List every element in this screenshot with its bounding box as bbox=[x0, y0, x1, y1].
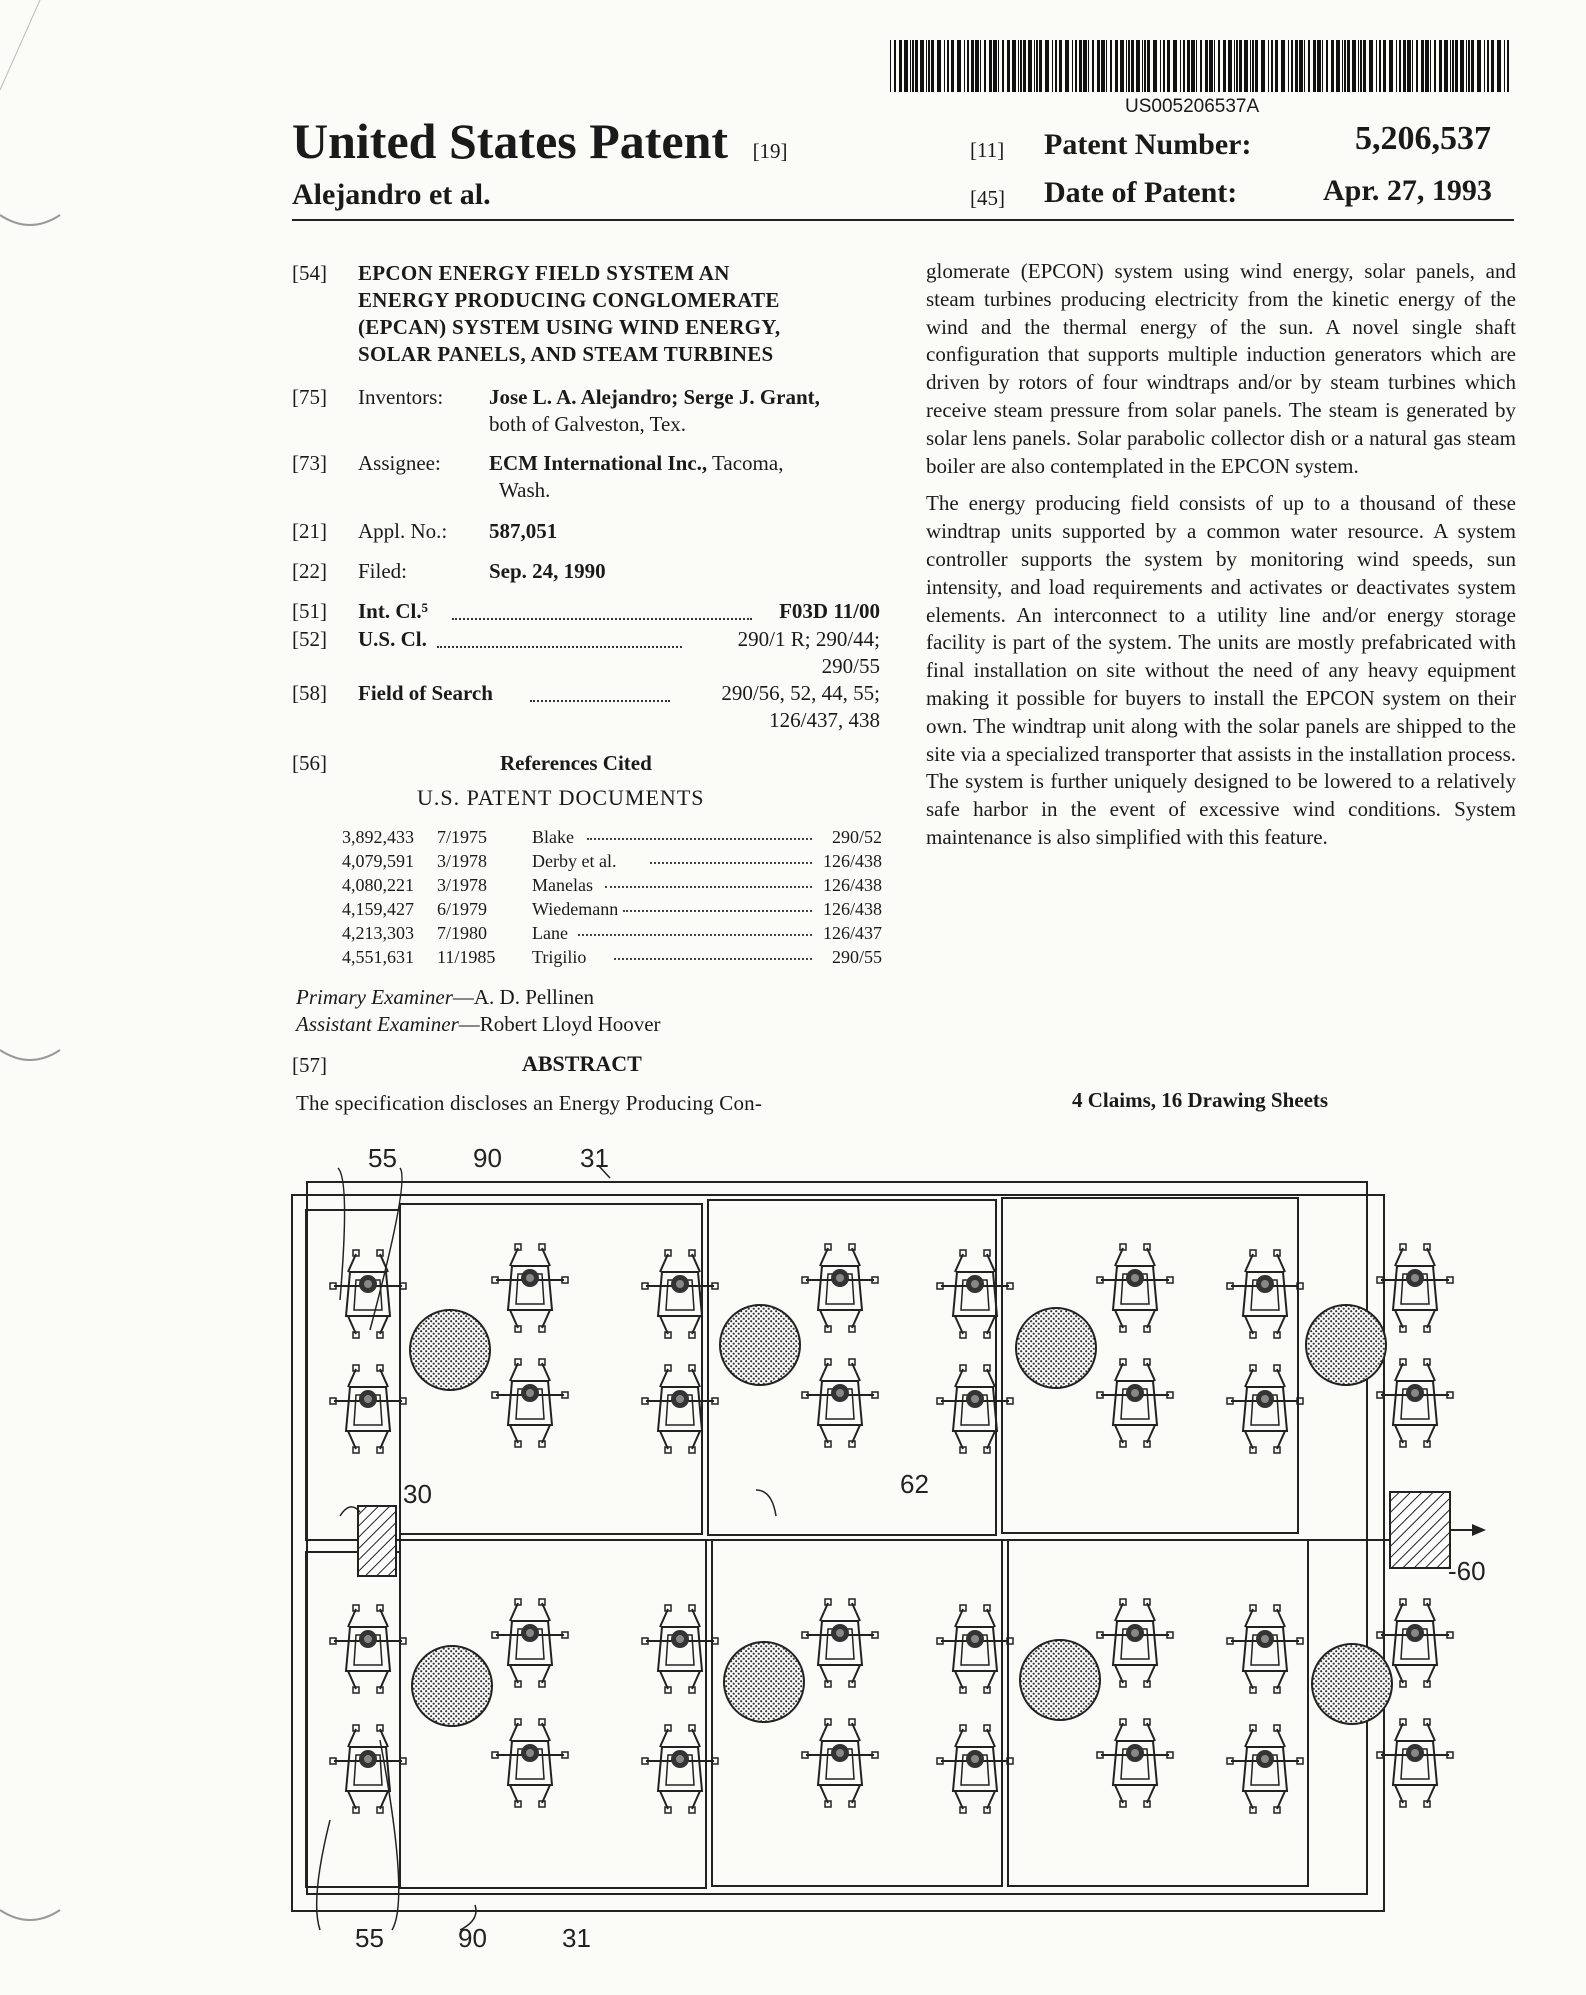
barcode-bar bbox=[964, 40, 965, 92]
filed-code: [22] bbox=[292, 559, 327, 583]
label-55-top: 55 bbox=[368, 1143, 397, 1173]
abstract-start: The specification discloses an Energy Producing Con- bbox=[296, 1091, 763, 1115]
barcode-bar bbox=[1396, 40, 1397, 92]
barcode-bar bbox=[928, 40, 930, 92]
reference-number: 4,159,427 bbox=[342, 899, 414, 919]
barcode-bar bbox=[1088, 40, 1089, 92]
barcode-bar bbox=[1331, 40, 1334, 92]
barcode-bar bbox=[951, 40, 954, 92]
reference-class: 126/438 bbox=[822, 875, 882, 895]
barcode-bar bbox=[1403, 40, 1406, 92]
reference-date: 11/1985 bbox=[437, 947, 496, 967]
reference-dots bbox=[587, 838, 812, 840]
abstract-column bbox=[926, 258, 1516, 862]
barcode-bar bbox=[1504, 40, 1505, 92]
windtrap-unit bbox=[802, 1244, 878, 1332]
barcode-bar bbox=[1468, 40, 1470, 92]
title-text: United States Patent bbox=[292, 113, 729, 169]
barcode-bar bbox=[1110, 40, 1112, 92]
primary-examiner-label: Primary Examiner bbox=[296, 985, 453, 1009]
windtrap-unit bbox=[1377, 1244, 1453, 1332]
barcode-bar bbox=[1007, 40, 1010, 92]
windtrap-unit bbox=[802, 1719, 878, 1807]
barcode-bar bbox=[926, 40, 927, 92]
reference-date: 7/1980 bbox=[437, 923, 488, 943]
references-title: References Cited bbox=[500, 751, 652, 775]
search-dots bbox=[530, 700, 670, 702]
solar-collector-dish bbox=[724, 1642, 804, 1722]
barcode-bar bbox=[1275, 40, 1278, 92]
barcode-bar bbox=[989, 40, 992, 92]
barcode-bar bbox=[1106, 40, 1107, 92]
label-62: 62 bbox=[900, 1469, 929, 1499]
barcode-bar bbox=[1491, 40, 1494, 92]
reference-class: 126/438 bbox=[822, 851, 882, 871]
barcode-bar bbox=[1209, 40, 1213, 92]
barcode-bar bbox=[1036, 40, 1038, 92]
search-code: [58] bbox=[292, 681, 327, 705]
intcl-code: [51] bbox=[292, 599, 327, 623]
reference-name: Manelas bbox=[532, 875, 593, 895]
label-60: -60 bbox=[1448, 1556, 1486, 1586]
inventor-header: Alejandro et al. bbox=[292, 178, 491, 211]
invention-title bbox=[358, 260, 878, 368]
solar-collector-dish bbox=[412, 1646, 492, 1726]
reference-row bbox=[342, 920, 882, 944]
barcode-bar bbox=[1097, 40, 1100, 92]
reference-class: 126/438 bbox=[822, 899, 882, 919]
solar-collector-dish bbox=[1016, 1308, 1096, 1388]
us-patent-docs-title: U.S. PATENT DOCUMENTS bbox=[417, 785, 705, 810]
windtrap-unit bbox=[1377, 1719, 1453, 1807]
publication-number: US005206537A bbox=[1125, 96, 1260, 117]
barcode-bar bbox=[1363, 40, 1366, 92]
solar-collector-dish bbox=[410, 1310, 490, 1390]
barcode-bar bbox=[1018, 40, 1019, 92]
assignee-value bbox=[489, 450, 881, 477]
barcode-bar bbox=[1352, 40, 1356, 92]
reference-name: Trigilio bbox=[532, 947, 587, 967]
solar-collector-dish bbox=[720, 1305, 800, 1385]
barcode-bar bbox=[1173, 40, 1177, 92]
barcode-bar bbox=[1344, 40, 1346, 92]
barcode-bar bbox=[1471, 40, 1474, 92]
reference-row bbox=[342, 824, 882, 848]
barcode-bar bbox=[1255, 40, 1258, 92]
barcode-bar bbox=[1452, 40, 1454, 92]
reference-name: Lane bbox=[532, 923, 568, 943]
reference-dots bbox=[614, 958, 812, 960]
barcode-bar bbox=[1399, 40, 1401, 92]
barcode-bar bbox=[912, 40, 914, 92]
barcode-bar bbox=[1466, 40, 1467, 92]
windtrap-unit bbox=[802, 1599, 878, 1687]
appl-number: 587,051 bbox=[489, 519, 558, 543]
barcode-bar bbox=[1326, 40, 1328, 92]
barcode-bar bbox=[1261, 40, 1265, 92]
barcode-bar bbox=[1236, 40, 1238, 92]
barcode-bar bbox=[1228, 40, 1232, 92]
barcode-bar bbox=[1477, 40, 1481, 92]
windtrap-unit bbox=[642, 1365, 718, 1453]
barcode-bar bbox=[1059, 40, 1062, 92]
claims-summary: 4 Claims, 16 Drawing Sheets bbox=[1072, 1088, 1329, 1112]
barcode-bar bbox=[1183, 40, 1185, 92]
barcode-bar bbox=[1342, 40, 1343, 92]
windtrap-unit bbox=[1227, 1725, 1303, 1813]
barcode-bar bbox=[904, 40, 908, 92]
reference-class: 290/55 bbox=[831, 947, 882, 967]
windtrap-unit bbox=[1227, 1365, 1303, 1453]
barcode-bar bbox=[1200, 40, 1202, 92]
barcode-bar bbox=[1383, 40, 1386, 92]
header-rule bbox=[292, 219, 1514, 221]
barcode-bar bbox=[1444, 40, 1448, 92]
assistant-examiner-name: —Robert Lloyd Hoover bbox=[458, 1012, 661, 1036]
search-value: 290/56, 52, 44, 55; bbox=[721, 681, 880, 705]
label-31-bottom: 31 bbox=[562, 1923, 591, 1953]
barcode-bar bbox=[1052, 40, 1053, 92]
reference-class: 126/437 bbox=[822, 923, 882, 943]
barcode-bar bbox=[937, 40, 941, 92]
barcode-bar bbox=[993, 40, 997, 92]
barcode-bar bbox=[1128, 40, 1130, 92]
title-line: ENERGY PRODUCING CONGLOMERATE bbox=[358, 288, 780, 312]
label-90-bottom: 90 bbox=[458, 1923, 487, 1953]
barcode-bar bbox=[1002, 40, 1004, 92]
patent-number-label: Patent Number: bbox=[1044, 128, 1252, 161]
barcode-bar bbox=[1252, 40, 1254, 92]
windtrap-unit bbox=[330, 1365, 406, 1453]
reference-number: 4,213,303 bbox=[342, 923, 414, 943]
barcode-bar bbox=[1144, 40, 1146, 92]
appl-code: [21] bbox=[292, 519, 327, 543]
barcode-bar bbox=[1369, 40, 1373, 92]
reference-date: 3/1978 bbox=[437, 875, 488, 895]
barcode-bar bbox=[1072, 40, 1073, 92]
patent-date: Apr. 27, 1993 bbox=[1323, 174, 1492, 207]
barcode-bar bbox=[1313, 40, 1316, 92]
intcl-dots bbox=[452, 618, 752, 620]
solar-collector-dish bbox=[1020, 1640, 1100, 1720]
barcode-bar bbox=[1234, 40, 1235, 92]
windtrap-unit bbox=[1097, 1359, 1173, 1447]
title-field-code: [54] bbox=[292, 261, 327, 285]
reference-name: Derby et al. bbox=[532, 851, 617, 871]
uscl-value: 290/1 R; 290/44; bbox=[737, 627, 880, 651]
inventors-label: Inventors: bbox=[358, 385, 444, 409]
barcode-bar bbox=[1223, 40, 1226, 92]
barcode-bar bbox=[910, 40, 911, 92]
barcode-bar bbox=[1288, 40, 1289, 92]
barcode-bar bbox=[1389, 40, 1393, 92]
windtrap-unit bbox=[802, 1359, 878, 1447]
abstract-paragraph-1: glomerate (EPCON) system using wind energy, solar panels, and steam turbines producing electricity from the kinetic energy of the wind and the thermal energy of the sun. A novel single shaft configuration that supports multiple induction generators which are driven by rotors of four windtraps and/or by steam turbines which receive steam pressure from solar panels. The steam is generated by solar lens panels. Solar parabolic collector dish or a natural gas steam boiler are also contemplated in the EPCON system. bbox=[926, 259, 1516, 478]
reference-number: 4,551,631 bbox=[342, 947, 414, 967]
barcode-bar bbox=[944, 40, 945, 92]
barcode-bar bbox=[1101, 40, 1105, 92]
barcode-bar bbox=[1244, 40, 1248, 92]
intcl-label: Int. Cl.⁵ bbox=[358, 599, 428, 623]
assistant-examiner-label: Assistant Examiner bbox=[296, 1012, 459, 1036]
barcode-bar bbox=[931, 40, 934, 92]
solar-collector-dish bbox=[1312, 1644, 1392, 1724]
barcode-bar bbox=[1268, 40, 1269, 92]
barcode-bar bbox=[1153, 40, 1157, 92]
label-31-top: 31 bbox=[580, 1143, 609, 1173]
windtrap-unit bbox=[330, 1725, 406, 1813]
barcode-bar bbox=[1336, 40, 1340, 92]
inventors-names: Jose L. A. Alejandro; Serge J. Grant, bbox=[489, 385, 820, 409]
barcode-bar bbox=[975, 40, 979, 92]
barcode-bar bbox=[1497, 40, 1501, 92]
barcode-bar bbox=[894, 40, 896, 92]
margin-marks bbox=[0, 0, 80, 1995]
search-label: Field of Search bbox=[358, 681, 493, 705]
barcode-bar bbox=[899, 40, 902, 92]
barcode-bar bbox=[1322, 40, 1323, 92]
label-90-top: 90 bbox=[473, 1143, 502, 1173]
barcode-bar bbox=[998, 40, 999, 92]
barcode-bar bbox=[1295, 40, 1298, 92]
reference-dots bbox=[605, 886, 812, 888]
barcode-bar bbox=[1039, 40, 1042, 92]
barcode-bar bbox=[1115, 40, 1118, 92]
barcode-bar bbox=[1308, 40, 1310, 92]
barcode-bar bbox=[1075, 40, 1077, 92]
barcode-bar bbox=[1455, 40, 1458, 92]
barcode-bar bbox=[1271, 40, 1273, 92]
barcode-bar bbox=[1304, 40, 1305, 92]
barcode-bar bbox=[1160, 40, 1161, 92]
reference-dots bbox=[650, 862, 812, 864]
barcode-bar bbox=[1487, 40, 1489, 92]
barcode-bar bbox=[1239, 40, 1242, 92]
interconnect-60 bbox=[1390, 1492, 1450, 1568]
assignee-label: Assignee: bbox=[358, 451, 441, 475]
primary-examiner bbox=[296, 984, 594, 1011]
filed-date: Sep. 24, 1990 bbox=[489, 559, 606, 583]
barcode-bar bbox=[1126, 40, 1127, 92]
windtrap-unit bbox=[330, 1250, 406, 1338]
barcode-bar bbox=[1347, 40, 1350, 92]
barcode-bar bbox=[1281, 40, 1285, 92]
barcode-bar bbox=[1299, 40, 1303, 92]
reference-row bbox=[342, 872, 882, 896]
barcode-bar bbox=[1079, 40, 1082, 92]
uscl-value-2: 290/55 bbox=[821, 654, 880, 678]
barcode-bar bbox=[1083, 40, 1087, 92]
abstract-paragraph-2: The energy producing field consists of up to a thousand of these windtrap units supported by a common water resource. A system controller supports the system by monitoring wind speeds, sun intensity, and load requirements and activates or deactivates system elements. An interconnect to a utility line and/or energy storage facility is part of the system. The units are mostly prefabricated with final installation on site without the need of any heavy equipment making it possible for buyers to install the EPCON system on their own. The windtrap unit along with the solar panels are shipped to the site via a specialized transporter that assists in the installation process. The system is further uniquely designed to be lowered to a relatively safe harbor in the event of excessive wind conditions. System maintenance is also simplified with this feature. bbox=[926, 491, 1516, 849]
barcode-bar bbox=[890, 40, 891, 92]
reference-number: 3,892,433 bbox=[342, 827, 414, 847]
barcode-bar bbox=[1163, 40, 1165, 92]
assignee-state: Wash. bbox=[499, 478, 551, 502]
label-30: 30 bbox=[403, 1479, 432, 1509]
reference-row bbox=[342, 944, 882, 968]
windtrap-unit bbox=[492, 1359, 568, 1447]
inventors-residence: both of Galveston, Tex. bbox=[489, 412, 687, 436]
assistant-examiner bbox=[296, 1011, 661, 1038]
reference-name: Wiedemann bbox=[532, 899, 619, 919]
reference-date: 7/1975 bbox=[437, 827, 488, 847]
barcode-bar bbox=[1147, 40, 1150, 92]
patent-number: 5,206,537 bbox=[1355, 120, 1491, 157]
barcode-bar bbox=[1507, 40, 1509, 92]
refs-code: [56] bbox=[292, 751, 327, 775]
assignee-place: Tacoma, bbox=[707, 451, 784, 475]
assignee-code: [73] bbox=[292, 451, 327, 475]
barcode-bar bbox=[967, 40, 969, 92]
abstract-code: [57] bbox=[292, 1053, 327, 1077]
reference-row bbox=[342, 848, 882, 872]
barcode-bar bbox=[1142, 40, 1143, 92]
barcode-bar bbox=[1317, 40, 1321, 92]
barcode-bar bbox=[1484, 40, 1485, 92]
intcl-value: F03D 11/00 bbox=[779, 599, 880, 623]
barcode-bar bbox=[1214, 40, 1215, 92]
barcode-bar bbox=[1065, 40, 1069, 92]
barcode-bar bbox=[1120, 40, 1124, 92]
windtrap-unit bbox=[1227, 1605, 1303, 1693]
windtrap-unit bbox=[1377, 1359, 1453, 1447]
barcode-bar bbox=[1028, 40, 1032, 92]
date-label: Date of Patent: bbox=[1044, 176, 1238, 209]
title-line: EPCON ENERGY FIELD SYSTEM AN bbox=[358, 261, 730, 285]
assignee-name: ECM International Inc., bbox=[489, 451, 708, 475]
barcode-bar bbox=[984, 40, 986, 92]
barcode-bar bbox=[1421, 40, 1424, 92]
windtrap-unit bbox=[492, 1719, 568, 1807]
barcode-bar bbox=[1180, 40, 1181, 92]
document-title bbox=[292, 112, 788, 170]
barcode-bar bbox=[1034, 40, 1035, 92]
title-line: (EPCAN) SYSTEM USING WIND ENERGY, bbox=[358, 315, 781, 339]
barcode-bar bbox=[1439, 40, 1442, 92]
reference-date: 3/1978 bbox=[437, 851, 488, 871]
inventors-code: [75] bbox=[292, 385, 327, 409]
windtrap-unit bbox=[642, 1250, 718, 1338]
windtrap-unit bbox=[1097, 1244, 1173, 1332]
barcode-bar bbox=[920, 40, 924, 92]
solar-collector-dish bbox=[1306, 1305, 1386, 1385]
appl-label: Appl. No.: bbox=[358, 519, 448, 543]
barcode-bar bbox=[1131, 40, 1134, 92]
barcode-bar bbox=[971, 40, 974, 92]
barcode-bar bbox=[947, 40, 949, 92]
barcode-bar bbox=[1020, 40, 1022, 92]
barcode-bar bbox=[915, 40, 918, 92]
reference-name: Blake bbox=[532, 827, 574, 847]
uscl-label: U.S. Cl. bbox=[358, 627, 427, 651]
reference-class: 290/52 bbox=[831, 827, 882, 847]
search-value-2: 126/437, 438 bbox=[769, 708, 880, 732]
barcode-bar bbox=[1167, 40, 1170, 92]
date-code: [45] bbox=[970, 186, 1005, 210]
barcode-bar bbox=[1092, 40, 1094, 92]
barcode-bar bbox=[1218, 40, 1220, 92]
patent-number-code: [11] bbox=[970, 138, 1005, 162]
uscl-code: [52] bbox=[292, 627, 327, 651]
barcode-bar bbox=[1430, 40, 1431, 92]
reference-dots bbox=[578, 934, 812, 936]
title-line: SOLAR PANELS, AND STEAM TURBINES bbox=[358, 342, 774, 366]
abstract-title: ABSTRACT bbox=[522, 1051, 642, 1076]
reference-date: 6/1979 bbox=[437, 899, 488, 919]
label-55-bottom: 55 bbox=[355, 1923, 384, 1953]
barcode-bar bbox=[1407, 40, 1411, 92]
barcode-bar bbox=[980, 40, 981, 92]
controller-30 bbox=[358, 1506, 396, 1576]
windtrap-unit bbox=[1227, 1250, 1303, 1338]
uscl-dots bbox=[437, 646, 682, 648]
filed-label: Filed: bbox=[358, 559, 408, 583]
title-code: [19] bbox=[752, 139, 788, 163]
barcode-bar bbox=[1412, 40, 1413, 92]
barcode-bar bbox=[1358, 40, 1359, 92]
barcode-bar bbox=[1250, 40, 1251, 92]
barcode-bar bbox=[1136, 40, 1140, 92]
reference-number: 4,079,591 bbox=[342, 851, 414, 871]
barcode-bar bbox=[1045, 40, 1049, 92]
barcode-bar bbox=[1360, 40, 1362, 92]
barcode-bar bbox=[1416, 40, 1418, 92]
barcode-bar bbox=[1187, 40, 1190, 92]
barcode-bar bbox=[1291, 40, 1293, 92]
reference-row bbox=[342, 896, 882, 920]
representative-drawing bbox=[280, 1140, 1540, 1970]
barcode-bar bbox=[1450, 40, 1451, 92]
windtrap-unit bbox=[1097, 1719, 1173, 1807]
barcode-bar bbox=[1460, 40, 1464, 92]
windtrap-unit bbox=[492, 1244, 568, 1332]
barcode-bar bbox=[1425, 40, 1429, 92]
barcode-bar bbox=[1196, 40, 1197, 92]
barcode-bar bbox=[1055, 40, 1057, 92]
barcode bbox=[890, 40, 1515, 92]
reference-dots bbox=[623, 910, 812, 912]
barcode-bar bbox=[1376, 40, 1377, 92]
barcode-bar bbox=[1012, 40, 1016, 92]
barcode-bar bbox=[1205, 40, 1208, 92]
reference-number: 4,080,221 bbox=[342, 875, 414, 895]
barcode-bar bbox=[1379, 40, 1381, 92]
windtrap-unit bbox=[492, 1599, 568, 1687]
primary-examiner-name: —A. D. Pellinen bbox=[452, 985, 595, 1009]
barcode-bar bbox=[1023, 40, 1026, 92]
barcode-bar bbox=[1434, 40, 1436, 92]
barcode-bar bbox=[1191, 40, 1195, 92]
windtrap-unit bbox=[330, 1605, 406, 1693]
barcode-bar bbox=[957, 40, 961, 92]
windtrap-unit bbox=[1097, 1599, 1173, 1687]
